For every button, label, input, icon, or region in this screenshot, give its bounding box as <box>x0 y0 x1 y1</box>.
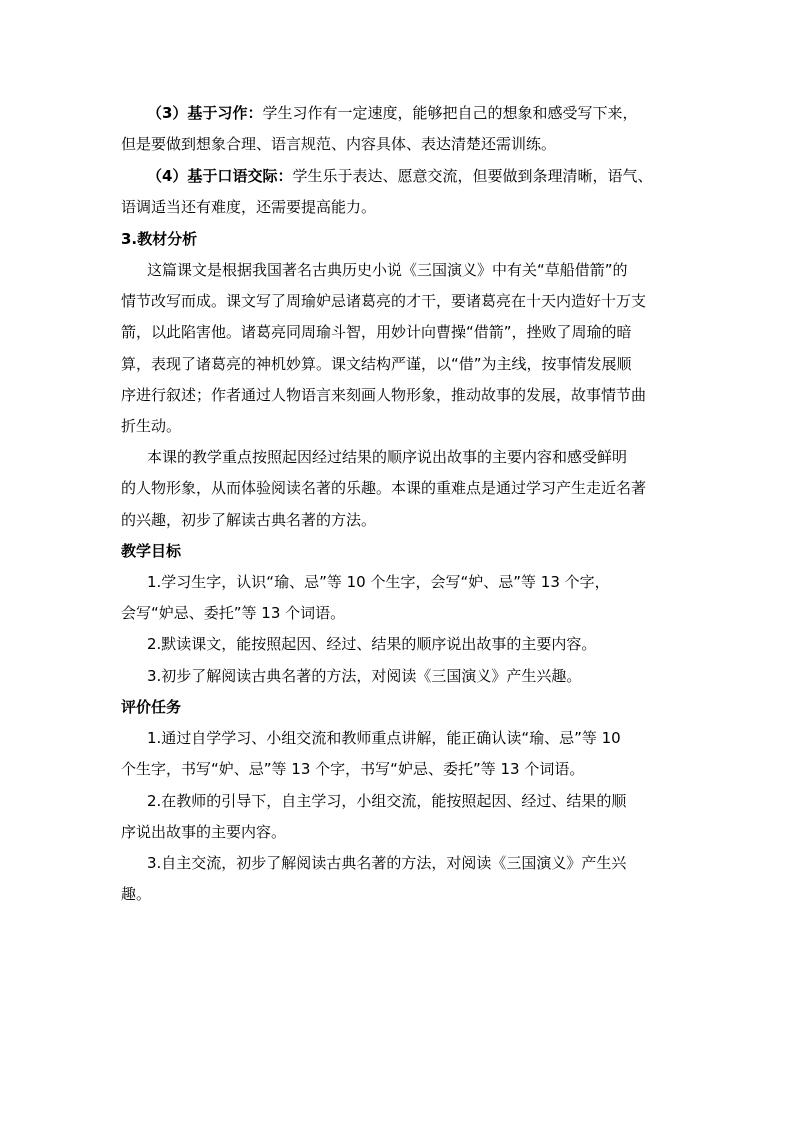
goal-1-line-2: 会写“妒忌、委托”等 13 个词语。 <box>121 604 346 622</box>
habit-item-4-label: （4）基于口语交际： <box>147 167 293 185</box>
eval-2-line-1: 2.在教师的引导下，自主学习，小组交流，能按照起因、经过、结果的顺 <box>147 792 627 810</box>
textbook-p1-line-5: 序进行叙述；作者通过人物语言来刻画人物形象，推动故事的发展，故事情节曲 <box>121 386 647 404</box>
goal-1-line-1: 1.学习生字，认识“瑜、忌”等 10 个生字，会写“妒、忌”等 13 个字， <box>147 573 610 591</box>
habit-item-3-text: 学生习作有一定速度，能够把自己的想象和感受写下来， <box>262 104 638 122</box>
textbook-p1-line-6: 折生动。 <box>121 417 182 435</box>
textbook-p2-line-3: 的兴趣，初步了解读古典名著的方法。 <box>121 511 377 529</box>
textbook-p1-line-2: 情节改写而成。课文写了周瑜妒忌诸葛亮的才干，要诸葛亮在十天内造好十万支 <box>121 292 647 310</box>
teaching-goals-heading: 教学目标 <box>121 542 182 560</box>
habit-item-4-line-1 <box>147 166 652 186</box>
eval-1-line-1: 1.通过自学学习、小组交流和教师重点讲解，能正确认读“瑜、忌”等 10 <box>147 729 621 747</box>
textbook-p2-line-1: 本课的教学重点按照起因经过结果的顺序说出故事的主要内容和感受鲜明 <box>147 448 628 466</box>
textbook-p1-line-3: 箭，以此陷害他。诸葛亮同周瑜斗智，用妙计向曹操“借箭”，挫败了周瑜的暗 <box>121 323 632 341</box>
goal-2: 2.默读课文，能按照起因、经过、结果的顺序说出故事的主要内容。 <box>147 635 597 653</box>
habit-item-4-text: 学生乐于表达、愿意交流，但要做到条理清晰，语气、 <box>292 167 653 185</box>
habit-item-3-label: （3）基于习作： <box>147 104 263 122</box>
textbook-p1-line-4: 算，表现了诸葛亮的神机妙算。课文结构严谨，以“借”为主线，按事情发展顺 <box>121 355 632 373</box>
textbook-p1-line-1: 这篇课文是根据我国著名古典历史小说《三国演义》中有关“草船借箭”的 <box>147 261 628 279</box>
habit-item-4-line-2: 语调适当还有难度，还需要提高能力。 <box>121 198 377 216</box>
eval-1-line-2: 个生字，书写“妒、忌”等 13 个字，书写“妒忌、委托”等 13 个词语。 <box>121 760 585 778</box>
goal-3: 3.初步了解阅读古典名著的方法，对阅读《三国演义》产生兴趣。 <box>147 667 582 685</box>
eval-3-line-1: 3.自主交流，初步了解阅读古典名著的方法，对阅读《三国演义》产生兴 <box>147 854 627 872</box>
textbook-analysis-heading: 3.教材分析 <box>121 230 198 248</box>
habit-item-3-line-1 <box>147 103 637 123</box>
habit-item-3-line-2: 但是要做到想象合理、语言规范、内容具体、表达清楚还需训练。 <box>121 135 557 153</box>
textbook-p2-line-2: 的人物形象，从而体验阅读名著的乐趣。本课的重难点是通过学习产生走近名著 <box>121 479 647 497</box>
eval-2-line-2: 序说出故事的主要内容。 <box>121 823 287 841</box>
eval-3-line-2: 趣。 <box>121 885 152 903</box>
evaluation-tasks-heading: 评价任务 <box>121 698 182 716</box>
